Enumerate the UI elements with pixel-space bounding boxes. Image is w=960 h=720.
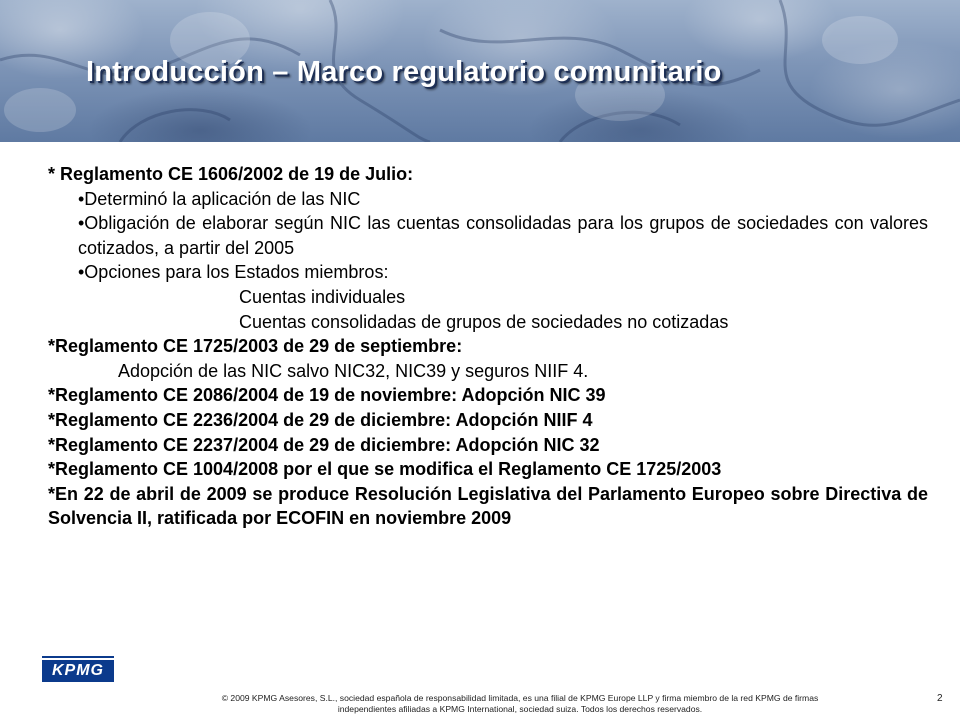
header-banner bbox=[0, 0, 960, 142]
logo-rule bbox=[42, 656, 114, 658]
option-individuales: Cuentas individuales bbox=[239, 286, 406, 307]
legal-line-2: independientes afiliadas a KPMG International, sociedad suiza. Todos los derechos reservados. bbox=[337, 704, 703, 714]
page-number: 2 bbox=[937, 693, 943, 704]
slide-body bbox=[48, 162, 928, 531]
regulation-heading-1725: *Reglamento CE 1725/2003 de 29 de septiembre: bbox=[48, 336, 463, 357]
regulation-1725-detail: Adopción de las NIC salvo NIC32, NIC39 y seguros NIIF 4. bbox=[118, 360, 589, 381]
legal-footer bbox=[130, 693, 910, 715]
regulation-heading-1606: * Reglamento CE 1606/2002 de 19 de Julio: bbox=[48, 164, 414, 184]
bullet-opciones: •Opciones para los Estados miembros: bbox=[78, 262, 389, 283]
option-consolidadas: Cuentas consolidadas de grupos de sociedades no cotizadas bbox=[239, 311, 729, 332]
solvencia-ii-paragraph: *En 22 de abril de 2009 se produce Resolución Legislativa del Parlamento Europeo sobre Directiva de Solvencia II, ratificada por ECOFIN en noviembre 2009 bbox=[48, 483, 928, 529]
legal-line-1: © 2009 KPMG Asesores, S.L., sociedad española de responsabilidad limitada, es una filial de KPMG Europe LLP y firma miembro de la red KPMG de firmas bbox=[221, 693, 819, 703]
bullet-obligacion: •Obligación de elaborar según NIC las cuentas consolidadas para los grupos de sociedades con valores cotizados, a partir del 2005 bbox=[78, 213, 928, 258]
regulation-2236: *Reglamento CE 2236/2004 de 29 de diciembre: Adopción NIIF 4 bbox=[48, 409, 593, 430]
regulation-2086: *Reglamento CE 2086/2004 de 19 de noviembre: Adopción NIC 39 bbox=[48, 385, 606, 406]
bullet-determino: •Determinó la aplicación de las NIC bbox=[78, 188, 361, 209]
kpmg-logo: KPMG bbox=[42, 660, 114, 682]
regulation-1004: *Reglamento CE 1004/2008 por el que se modifica el Reglamento CE 1725/2003 bbox=[48, 459, 722, 480]
slide-title: Introducción – Marco regulatorio comunitario bbox=[86, 56, 722, 88]
regulation-2237: *Reglamento CE 2237/2004 de 29 de diciembre: Adopción NIC 32 bbox=[48, 434, 600, 455]
